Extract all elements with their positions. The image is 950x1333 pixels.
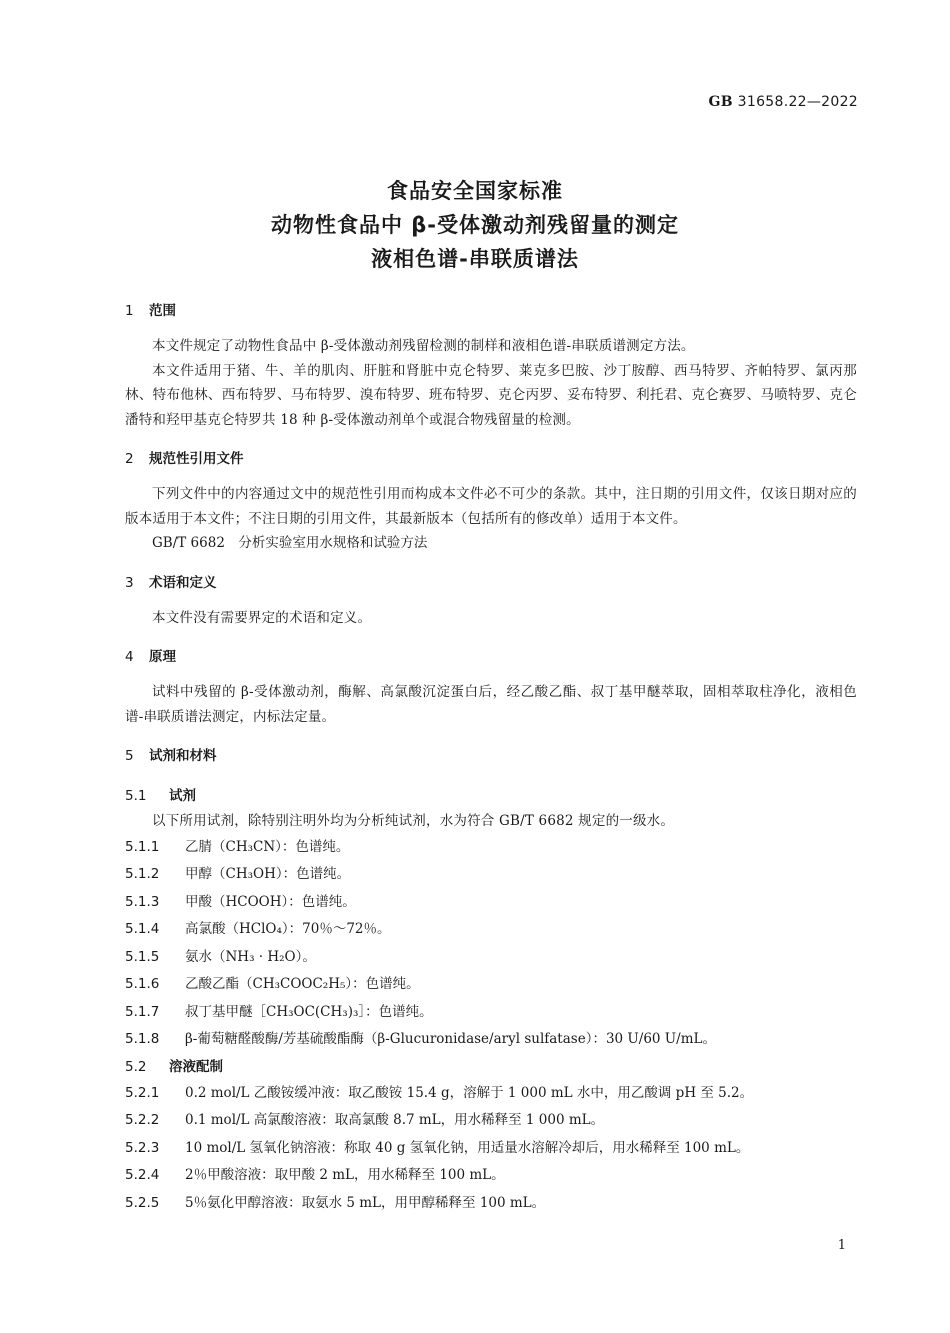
section-5-heading: [125, 743, 857, 769]
item-text: 10 mol/L 氢氧化钠溶液：称取 40 g 氢氧化钠，用适量水溶解冷却后，用水稀释至 100 mL。: [185, 1139, 750, 1156]
item-text: 甲酸（HCOOH）：色谱纯。: [185, 893, 356, 910]
item-text: 叔丁基甲醚［CH₃OC(CH₃)₃］：色谱纯。: [185, 1003, 433, 1020]
section-number: 5: [125, 748, 134, 764]
section-number: 5.2: [125, 1058, 147, 1075]
section-3-heading: [125, 570, 857, 596]
standard-number: [709, 94, 859, 110]
item-text: β-葡萄糖醛酸酶/芳基硫酸酯酶（β-Glucuronidase/aryl sulfatase）：30 U/60 U/mL。: [185, 1031, 717, 1047]
item-number: 5.1.7: [125, 1003, 160, 1020]
item-text: 乙腈（CH₃CN）：色谱纯。: [185, 838, 350, 855]
item-text: 乙酸乙酯（CH₃COOC₂H₅）：色谱纯。: [185, 976, 420, 992]
item-number: 5.1.3: [125, 893, 160, 910]
list-item: [125, 1190, 857, 1218]
list-item: [125, 1080, 857, 1108]
section-2-para-1: 下列文件中的内容通过文中的规范性引用而构成本文件必不可少的条款。其中，注日期的引用文件，仅该日期对应的版本适用于本文件；不注日期的引用文件，其最新版本（包括所有的修改单）适用于本文件。: [125, 486, 857, 527]
section-1-heading: [125, 298, 857, 324]
list-item: [125, 999, 857, 1027]
list-item: [125, 944, 857, 972]
item-number: 5.1.1: [125, 838, 160, 855]
list-item: [125, 1107, 857, 1135]
section-5-1-intro: 以下所用试剂，除特别注明外均为分析纯试剂，水为符合 GB/T 6682 规定的一级水。: [152, 813, 675, 829]
normative-reference: GB/T 6682 分析实验室用水规格和试验方法: [152, 535, 428, 551]
section-4-para-1: 试料中残留的 β-受体激动剂，酶解、高氯酸沉淀蛋白后，经乙酸乙酯、叔丁基甲醚萃取，固相萃取柱净化，液相色谱-串联质谱法测定，内标法定量。: [125, 684, 857, 725]
item-text: 0.1 mol/L 高氯酸溶液：取高氯酸 8.7 mL，用水稀释至 1 000 mL。: [185, 1112, 605, 1128]
title-line-2: 动物性食品中 β-受体激动剂残留量的测定: [270, 213, 680, 237]
section-2-heading: [125, 446, 857, 472]
page-number: 1: [837, 1238, 846, 1253]
section-title: 试剂和材料: [149, 748, 217, 764]
solution-list: [125, 1080, 857, 1218]
document-body: [125, 298, 857, 1217]
section-4-heading: [125, 644, 857, 670]
item-number: 5.1.6: [125, 976, 160, 992]
section-title: 溶液配制: [169, 1058, 223, 1075]
item-number: 5.1.4: [125, 921, 160, 937]
list-item: [125, 916, 857, 944]
title-line-1: 食品安全国家标准: [387, 179, 563, 203]
reagent-list: [125, 834, 857, 1054]
item-number: 5.1.8: [125, 1031, 160, 1047]
item-number: 5.2.1: [125, 1084, 160, 1101]
item-number: 5.1.5: [125, 948, 160, 965]
item-text: 甲醇（CH₃OH）：色谱纯。: [185, 866, 351, 882]
section-title: 范围: [149, 303, 176, 319]
list-item: [125, 861, 857, 889]
item-text: 氨水（NH₃ · H₂O）。: [185, 948, 316, 965]
list-item: [125, 1162, 857, 1190]
section-title: 规范性引用文件: [149, 451, 244, 467]
list-item: [125, 1026, 857, 1054]
section-number: 5.1: [125, 788, 147, 804]
section-5-2-heading: [125, 1054, 857, 1080]
list-item: [125, 1135, 857, 1163]
list-item: [125, 834, 857, 862]
section-title: 原理: [149, 649, 176, 665]
section-1-para-1: 本文件规定了动物性食品中 β-受体激动剂残留检测的制样和液相色谱-串联质谱测定方法。: [152, 338, 695, 354]
item-text: 0.2 mol/L 乙酸铵缓冲液：取乙酸铵 15.4 g，溶解于 1 000 mL 水中，用乙酸调 pH 至 5.2。: [185, 1084, 754, 1101]
item-number: 5.2.2: [125, 1112, 160, 1128]
item-text: 2％甲酸溶液：取甲酸 2 mL，用水稀释至 100 mL。: [185, 1167, 505, 1183]
item-number: 5.2.5: [125, 1194, 160, 1211]
item-text: 高氯酸（HClO₄）：70％～72％。: [185, 921, 391, 937]
section-number: 1: [125, 303, 134, 319]
list-item: [125, 889, 857, 917]
section-3-para-1: 本文件没有需要界定的术语和定义。: [152, 609, 372, 626]
section-number: 4: [125, 649, 134, 665]
standard-prefix: GB: [708, 94, 733, 110]
title-line-3: 液相色谱-串联质谱法: [371, 247, 579, 271]
section-title: 试剂: [169, 788, 196, 804]
item-number: 5.2.4: [125, 1167, 160, 1183]
item-number: 5.2.3: [125, 1139, 160, 1156]
section-5-1-heading: [125, 783, 857, 809]
item-number: 5.1.2: [125, 866, 160, 882]
section-1-para-2: 本文件适用于猪、牛、羊的肌肉、肝脏和肾脏中克仑特罗、莱克多巴胺、沙丁胺醇、西马特罗、齐帕特罗、氯丙那林、特布他林、西布特罗、马布特罗、溴布特罗、班布特罗、克仑丙罗、妥布特罗、利托君、克仑赛罗、马喷特罗、克仑潘特和羟甲基克仑特罗共 18 种 β-受体激动剂单个或混合物残留量的检测。: [125, 362, 857, 428]
document-title-block: [0, 174, 950, 276]
section-number: 2: [125, 451, 134, 467]
item-text: 5％氨化甲醇溶液：取氨水 5 mL，用甲醇稀释至 100 mL。: [185, 1194, 546, 1211]
section-number: 3: [125, 574, 134, 591]
section-title: 术语和定义: [149, 574, 217, 591]
standard-code: 31658.22—2022: [737, 94, 858, 110]
list-item: [125, 971, 857, 999]
